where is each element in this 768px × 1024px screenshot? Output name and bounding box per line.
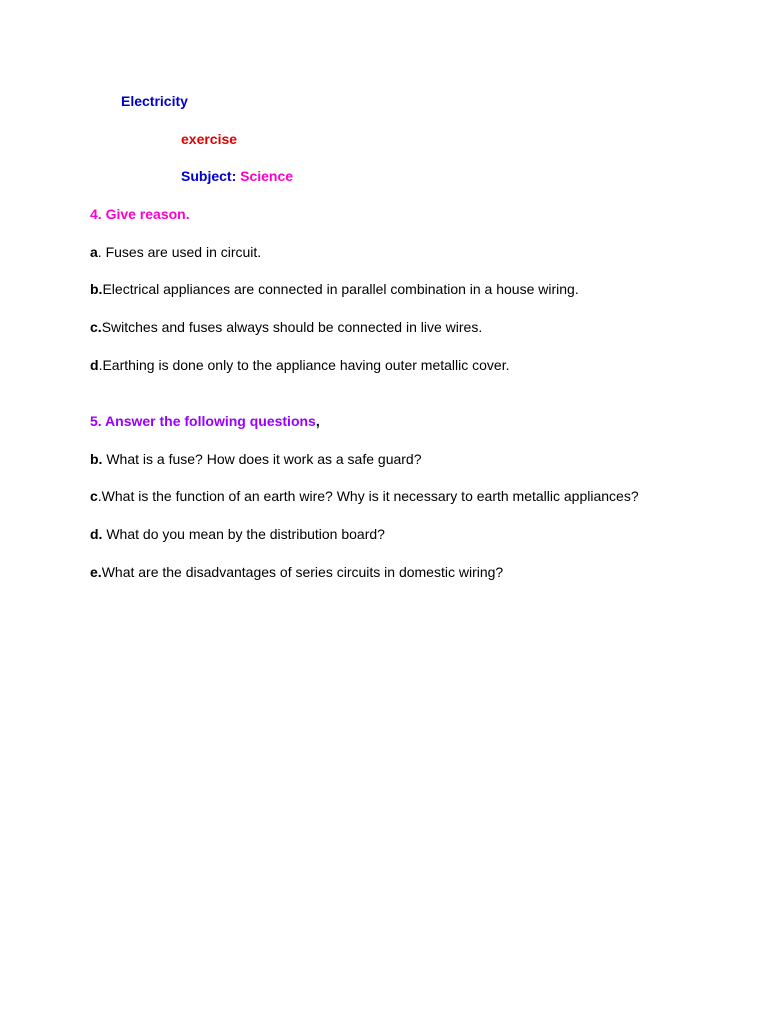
subject-label: Subject: (181, 168, 237, 184)
item-marker: e. (90, 564, 102, 580)
section5-heading-suffix: , (315, 413, 320, 429)
section4-heading: 4. Give reason. (90, 206, 190, 222)
item-marker: b. (90, 451, 103, 467)
item-text: Electrical appliances are connected in parallel combination in a house wiring. (102, 281, 579, 297)
item-text: Switches and fuses always should be connected in live wires. (101, 319, 483, 335)
item-marker: d (90, 357, 99, 373)
item-marker: a (90, 244, 98, 260)
document-title: Electricity (121, 93, 188, 109)
item-text: What is a fuse? How does it work as a safe guard? (102, 451, 422, 467)
list-item (90, 318, 482, 336)
list-item (90, 280, 579, 298)
list-item (90, 525, 385, 543)
list-item (90, 243, 261, 261)
item-marker: d. (90, 526, 103, 542)
item-marker: c. (90, 319, 102, 335)
list-item (90, 487, 639, 505)
section5-heading-line (90, 412, 320, 430)
subject-value: Science (240, 168, 294, 184)
list-item (90, 563, 503, 581)
list-item (90, 356, 509, 374)
section5-heading: 5. Answer the following questions (90, 413, 316, 429)
item-text: What do you mean by the distribution board? (102, 526, 385, 542)
document-subtitle: exercise (181, 131, 238, 147)
item-marker: c (90, 488, 98, 504)
item-text: .What is the function of an earth wire? Why is it necessary to earth metallic appliances? (97, 488, 639, 504)
item-text: .Earthing is done only to the appliance having outer metallic cover. (98, 357, 510, 373)
item-marker: b. (90, 281, 103, 297)
item-text: . Fuses are used in circuit. (97, 244, 262, 260)
item-text: What are the disadvantages of series circuits in domestic wiring? (101, 564, 504, 580)
subject-line (181, 167, 293, 185)
list-item (90, 450, 422, 468)
